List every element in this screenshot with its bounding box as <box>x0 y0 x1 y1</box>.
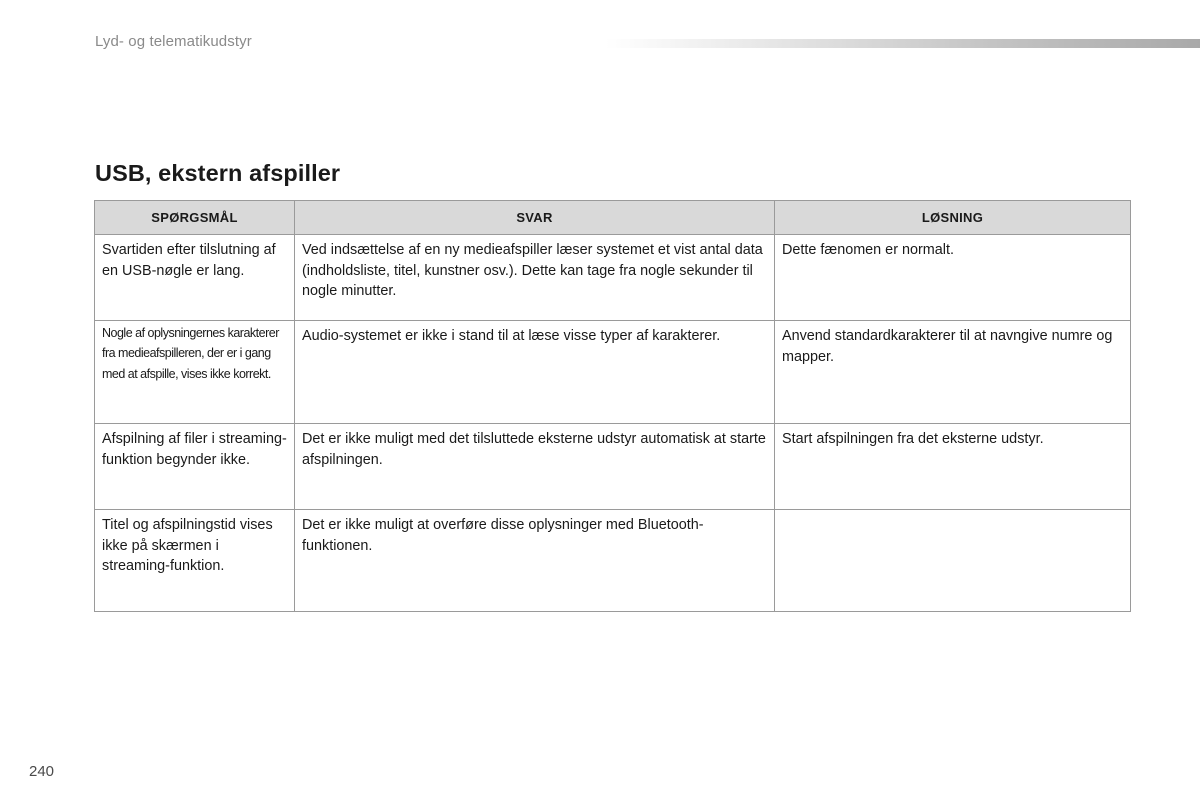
column-header-answer: SVAR <box>295 201 775 235</box>
question-cell: Svartiden efter tilslutning af en USB-nøgle er lang. <box>95 235 295 321</box>
header-decorative-bar <box>605 39 1200 48</box>
solution-cell: Start afspilningen fra det eksterne udstyr. <box>775 424 1131 510</box>
table-row <box>95 510 1131 612</box>
column-header-question: SPØRGSMÅL <box>95 201 295 235</box>
troubleshooting-table <box>94 200 1131 612</box>
table-header-row <box>95 201 1131 235</box>
page-number: 240 <box>29 763 55 780</box>
question-cell: Afspilning af filer i streaming-funktion begynder ikke. <box>95 424 295 510</box>
solution-cell: Anvend standardkarakterer til at navngive numre og mapper. <box>775 321 1131 424</box>
answer-cell: Ved indsættelse af en ny medieafspiller læser systemet et vist antal data (indholdsliste, titel, kunstner osv.). Dette kan tage fra nogle sekunder til nogle minutter. <box>295 235 775 321</box>
question-cell: Nogle af oplysningernes karakterer fra medieafspilleren, der er i gang med at afspille, vises ikke korrekt. <box>95 321 295 424</box>
answer-cell: Audio-systemet er ikke i stand til at læse visse typer af karakterer. <box>295 321 775 424</box>
table-row <box>95 321 1131 424</box>
answer-cell: Det er ikke muligt at overføre disse oplysninger med Bluetooth-funktionen. <box>295 510 775 612</box>
section-header: Lyd- og telematikudstyr <box>95 33 252 50</box>
solution-cell <box>775 510 1131 612</box>
page-title: USB, ekstern afspiller <box>95 160 341 186</box>
answer-cell: Det er ikke muligt med det tilsluttede eksterne udstyr automatisk at starte afspilningen. <box>295 424 775 510</box>
table-row <box>95 235 1131 321</box>
column-header-solution: LØSNING <box>775 201 1131 235</box>
question-cell: Titel og afspilningstid vises ikke på skærmen i streaming-funktion. <box>95 510 295 612</box>
solution-cell: Dette fænomen er normalt. <box>775 235 1131 321</box>
table-row <box>95 424 1131 510</box>
